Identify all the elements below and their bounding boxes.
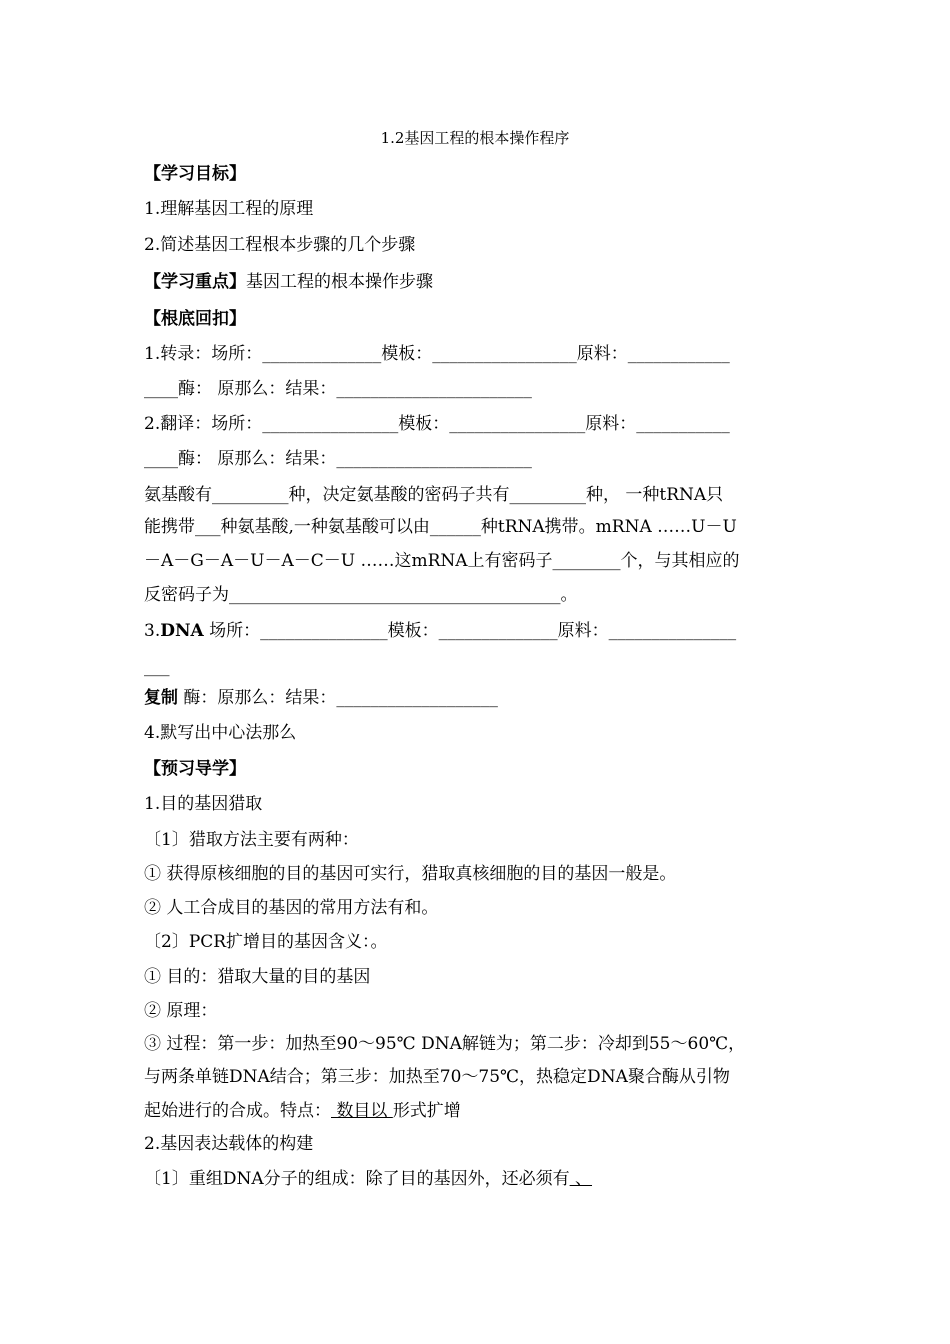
text-span: 反密码子为_______________________________________。 [144,585,578,605]
bold-text: DNA [160,621,204,641]
text-span: 〔1〕重组DNA分子的组成：除了目的基因外，还必须有 [144,1169,570,1189]
text-line [144,584,809,606]
text-line [144,516,809,538]
bold-text: 【学习重点】 [144,272,246,292]
text-span: 与两条单链DNA结合；第三步：加热至70～75℃，热稳定DNA聚合酶从引物 [144,1067,730,1087]
text-line [144,1100,809,1122]
text-span: 1.转录：场所：______________模板：_________________原料：____________ [144,344,730,364]
text-span: 2.简述基因工程根本步骤的几个步骤 [144,235,416,255]
text-span: 场所：_______________模板：______________原料：_______________ [203,621,737,641]
bold-text: 复制 [144,688,178,708]
text-span: 1.目的基因猎取 [144,794,263,814]
text-line [144,620,809,642]
text-line [144,308,809,330]
text-line [144,1033,809,1055]
text-span: 形式扩增 [392,1101,461,1121]
text-line [144,413,809,435]
text-line [144,198,809,220]
text-line [144,234,809,256]
text-line [144,758,809,780]
text-span: 氨基酸有_________种，决定氨基酸的密码子共有_________种， 一种tRNA只 [144,485,724,505]
text-line [144,966,809,988]
bold-text: 【根底回扣】 [144,309,246,329]
text-line [144,1066,809,1088]
text-line [144,1168,809,1190]
text-line [144,484,809,506]
text-span: ② 原理： [144,1001,218,1021]
document-title: 1.2基因工程的根本操作程序 [380,129,570,147]
text-span: 起始进行的合成。特点： [144,1101,331,1121]
text-span: ① 获得原核细胞的目的基因可实行，猎取真核细胞的目的基因一般是。 [144,864,677,884]
text-line [144,656,809,678]
text-span: ___ [144,657,170,677]
text-line [144,343,809,365]
text-span: 4.默写出中心法那么 [144,723,297,743]
bold-text: 【预习导学】 [144,759,246,779]
text-line [144,378,809,400]
text-line [144,793,809,815]
text-span: ____酶： 原那么：结果：_______________________ [144,379,532,399]
text-span: 〔2〕PCR扩增目的基因含义：。 [144,932,388,952]
text-line [144,1000,809,1022]
underlined-text: 、 [569,1169,593,1189]
text-span: ① 目的：猎取大量的目的基因 [144,967,371,987]
text-span: ③ 过程：第一步：加热至90～95℃ DNA解链为；第二步：冷却到55～60℃， [144,1034,746,1054]
text-line [144,897,809,919]
text-line [144,931,809,953]
text-line [144,863,809,885]
bold-text: 【学习目标】 [144,164,246,184]
text-span: 基因工程的根本操作步骤 [246,272,433,292]
text-span: 2.基因表达载体的构建 [144,1134,314,1154]
text-span: 1.理解基因工程的原理 [144,199,314,219]
underlined-text: 数目以 [331,1101,393,1121]
text-span: 能携带___种氨基酸,一种氨基酸可以由______种tRNA携带。mRNA ……U－U [144,517,737,537]
text-line [144,829,809,851]
text-line [144,550,809,572]
text-line [144,448,809,470]
text-span: ② 人工合成目的基因的常用方法有和。 [144,898,439,918]
text-span: －A－G－A－U－A－C－U ……这mRNA上有密码子________个，与其相应的 [144,551,740,571]
text-line [144,163,809,185]
text-span: 酶：原那么：结果：___________________ [178,688,498,708]
text-span: 2.翻译：场所：________________模板：________________原料：___________ [144,414,730,434]
text-line [144,271,809,293]
text-line [144,1133,809,1155]
text-line [144,687,809,709]
text-span: 〔1〕猎取方法主要有两种： [144,830,359,850]
text-span: 3. [144,621,161,641]
text-line [144,722,809,744]
text-span: ____酶： 原那么：结果：_______________________ [144,449,532,469]
